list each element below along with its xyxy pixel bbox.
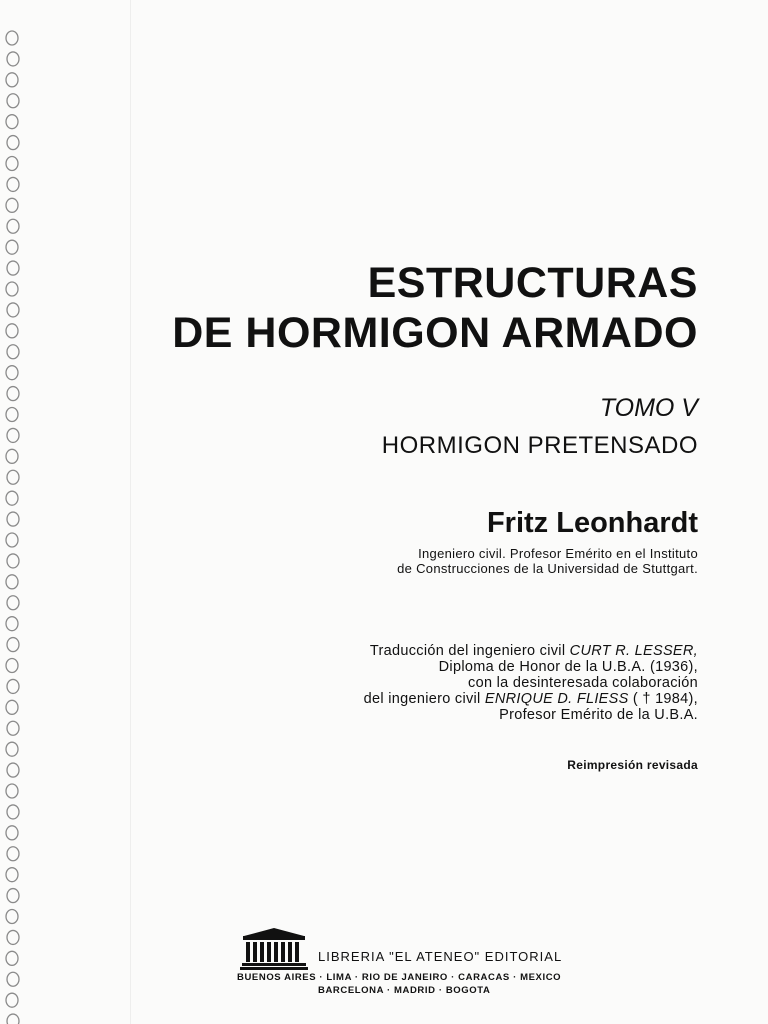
edition-note: Reimpresión revisada [567,758,698,772]
author-description-line-1: Ingeniero civil. Profesor Emérito en el Instituto [418,546,698,561]
volume-label: TOMO V [599,394,698,422]
binding-hole [6,366,18,380]
binding-hole [7,763,19,777]
binding-hole [7,303,19,317]
binding-hole [7,805,19,819]
collaborator-prefix: del ingeniero civil [363,691,485,707]
binding-hole [6,491,18,505]
translation-line-1 [364,643,698,659]
translation-line-2: Diploma de Honor de la U.B.A. (1936), [438,659,698,675]
binding-hole [6,324,18,338]
binding-hole [7,889,19,903]
binding-hole [6,533,18,547]
binding-hole [7,177,19,191]
binding-hole [6,198,18,212]
binding-hole [7,847,19,861]
binding-hole [7,721,19,735]
binding-hole [7,52,19,66]
binding-hole [7,470,19,484]
binding-hole [7,512,19,526]
title-line-1: ESTRUCTURAS [367,259,698,307]
binding-hole [7,596,19,610]
binding-hole [7,679,19,693]
binding-hole [6,449,18,463]
publisher-name: LIBRERIA "EL ATENEO" EDITORIAL [318,949,563,964]
translation-line-4 [364,691,698,707]
binding-hole [6,73,18,87]
binding-hole [7,94,19,108]
title-line-2: DE HORMIGON ARMADO [172,309,698,357]
translator-name: CURT R. LESSER, [569,643,698,659]
binding-hole [7,638,19,652]
publisher-cities-line-2: BARCELONA · MADRID · BOGOTA [318,985,491,996]
binding-hole [6,240,18,254]
binding-hole [6,31,18,45]
binding-hole [6,157,18,171]
binding-hole [7,136,19,150]
binding-hole [7,930,19,944]
binding-hole [6,784,18,798]
collaborator-name: ENRIQUE D. FLIESS [484,691,629,707]
subtitle: HORMIGON PRETENSADO [381,432,698,459]
binding-hole [6,742,18,756]
binding-hole [6,575,18,589]
binding-hole [6,910,18,924]
spiral-binding-icon [0,20,40,1024]
collaborator-suffix: ( † 1984), [628,691,698,707]
author-name: Fritz Leonhardt [486,507,698,539]
binding-hole [7,261,19,275]
translation-prefix: Traducción del ingeniero civil [369,643,570,659]
binding-hole [6,700,18,714]
binding-hole [6,951,18,965]
page-fold-line [130,0,131,1024]
binding-hole [7,387,19,401]
binding-hole [7,219,19,233]
translation-line-3: con la desinteresada colaboración [468,675,698,691]
binding-hole [7,428,19,442]
binding-hole [7,554,19,568]
binding-hole [6,993,18,1007]
binding-hole [7,345,19,359]
binding-hole [6,868,18,882]
binding-hole [6,115,18,129]
binding-hole [6,282,18,296]
binding-hole [6,408,18,422]
binding-hole [7,972,19,986]
binding-hole [6,826,18,840]
binding-hole [7,1014,19,1024]
binding-hole [6,659,18,673]
binding-hole [6,617,18,631]
author-description [397,546,698,576]
translation-credits [364,643,698,723]
building-columns-icon [240,926,308,970]
translation-line-5: Profesor Emérito de la U.B.A. [499,707,698,723]
author-description-line-2: de Construcciones de la Universidad de Stuttgart. [397,561,698,576]
publisher-cities-line-1: BUENOS AIRES · LIMA · RIO DE JANEIRO · CARACAS · MEXICO [237,972,562,983]
